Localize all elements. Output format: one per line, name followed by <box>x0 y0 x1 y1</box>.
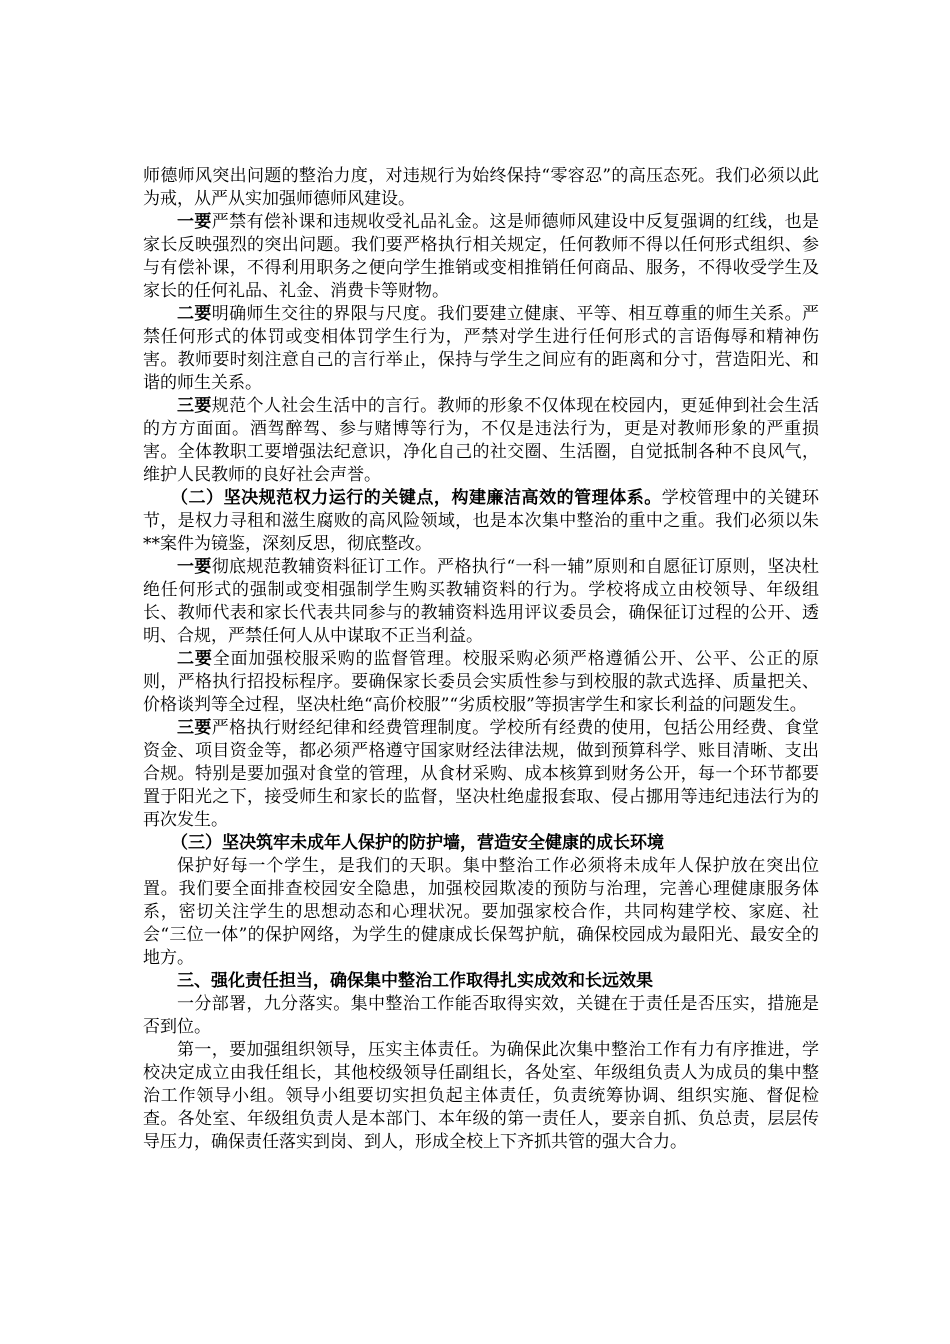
paragraph-lead: 二要 <box>177 304 212 324</box>
paragraph <box>143 165 819 211</box>
paragraph-lead: 一要 <box>177 212 212 232</box>
paragraph <box>143 993 819 1039</box>
paragraph-lead: 三要 <box>177 718 212 738</box>
paragraph-lead: 三要 <box>177 396 212 416</box>
paragraph-text: 一分部署，九分落实。集中整治工作能否取得实效，关键在于责任是否压实，措施是否到位。 <box>143 994 819 1037</box>
paragraph-text: 彻底规范教辅资料征订工作。严格执行“一科一辅”原则和自愿征订原则，坚决杜绝任何形式的强制或变相强制学生购买教辅资料的行为。学校将成立由校领导、年级组长、教师代表和家长代表共同参与的教辅资料选用评议委员会，确保征订过程的公开、透明、合规，严禁任何人从中谋取不正当利益。 <box>143 557 819 646</box>
paragraph <box>143 648 819 717</box>
document-body <box>143 165 819 1154</box>
paragraph <box>143 832 819 855</box>
paragraph-text: 第一，要加强组织领导，压实主体责任。为确保此次集中整治工作有力有序推进，学校决定成立由我任组长，其他校级领导任副组长，各处室、年级组负责人为成员的集中整治工作领导小组。领导小组要切实担负起主体责任，负责统筹协调、组织实施、督促检查。各处室、年级组负责人是本部门、本年级的第一责任人，要亲自抓、负总责，层层传导压力，确保责任落实到岗、到人，形成全校上下齐抓共管的强大合力。 <box>143 1040 819 1152</box>
paragraph <box>143 303 819 395</box>
paragraph-text: 全面加强校服采购的监督管理。校服采购必须严格遵循公开、公平、公正的原则，严格执行招投标程序。要确保家长委员会实质性参与到校服的款式选择、质量把关、价格谈判等全过程，坚决杜绝“高价校服”“劣质校服”等损害学生和家长利益的问题发生。 <box>143 649 820 715</box>
paragraph-text: 师德师风突出问题的整治力度，对违规行为始终保持“零容忍”的高压态死。我们必须以此为戒，从严从实加强师德师风建设。 <box>143 166 819 209</box>
paragraph <box>143 395 819 487</box>
paragraph-lead: （三）坚决筑牢未成年人保护的防护墙，营造安全健康的成长环境 <box>171 833 664 853</box>
paragraph-lead: 一要 <box>177 557 212 577</box>
paragraph <box>143 556 819 648</box>
paragraph-text: 明确师生交往的界限与尺度。我们要建立健康、平等、相互尊重的师生关系。严禁任何形式的体罚或变相体罚学生行为，严禁对学生进行任何形式的言语侮辱和精神伤害。教师要时刻注意自己的言行举止，保持与学生之间应有的距离和分寸，营造阳光、和谐的师生关系。 <box>143 304 820 393</box>
paragraph <box>143 211 819 303</box>
paragraph-lead: 三、强化责任担当，确保集中整治工作取得扎实成效和长远效果 <box>177 971 653 991</box>
paragraph <box>143 855 819 970</box>
paragraph <box>143 717 819 832</box>
paragraph <box>143 970 819 993</box>
paragraph <box>143 487 819 556</box>
paragraph-text: 严格执行财经纪律和经费管理制度。学校所有经费的使用，包括公用经费、食堂资金、项目资金等，都必须严格遵守国家财经法律法规，做到预算科学、账目清晰、支出合规。特别是要加强对食堂的管理，从食材采购、成本核算到财务公开，每一个环节都要置于阳光之下，接受师生和家长的监督，坚决杜绝虚报套取、侵占挪用等违纪违法行为的再次发生。 <box>143 718 820 830</box>
paragraph-text: 保护好每一个学生，是我们的天职。集中整治工作必须将未成年人保护放在突出位置。我们要全面排查校园安全隐患，加强校园欺凌的预防与治理，完善心理健康服务体系，密切关注学生的思想动态和心理状况。要加强家校合作，共同构建学校、家庭、社会“三位一体”的保护网络，为学生的健康成长保驾护航，确保校园成为最阳光、最安全的地方。 <box>143 856 819 968</box>
paragraph-lead: （二）坚决规范权力运行的关键点，构建廉洁高效的管理体系。 <box>171 488 662 508</box>
paragraph-text: 学校管理中的关键环节，是权力寻租和滋生腐败的高风险领域，也是本次集中整治的重中之重。我们必须以朱**案件为镜鉴，深刻反思，彻底整改。 <box>143 488 820 554</box>
paragraph-lead: 二要 <box>177 649 213 669</box>
paragraph <box>143 1039 819 1154</box>
paragraph-text: 严禁有偿补课和违规收受礼品礼金。这是师德师风建设中反复强调的红线，也是家长反映强烈的突出问题。我们要严格执行相关规定，任何教师不得以任何形式组织、参与有偿补课，不得利用职务之便向学生推销或变相推销任何商品、服务，不得收受学生及家长的任何礼品、礼金、消费卡等财物。 <box>143 212 820 301</box>
paragraph-text: 规范个人社会生活中的言行。教师的形象不仅体现在校园内，更延伸到社会生活的方方面面。酒驾醉驾、参与赌博等行为，不仅是违法行为，更是对教师形象的严重损害。全体教职工要增强法纪意识，净化自己的社交圈、生活圈，自觉抵制各种不良风气，维护人民教师的良好社会声誉。 <box>143 396 820 485</box>
